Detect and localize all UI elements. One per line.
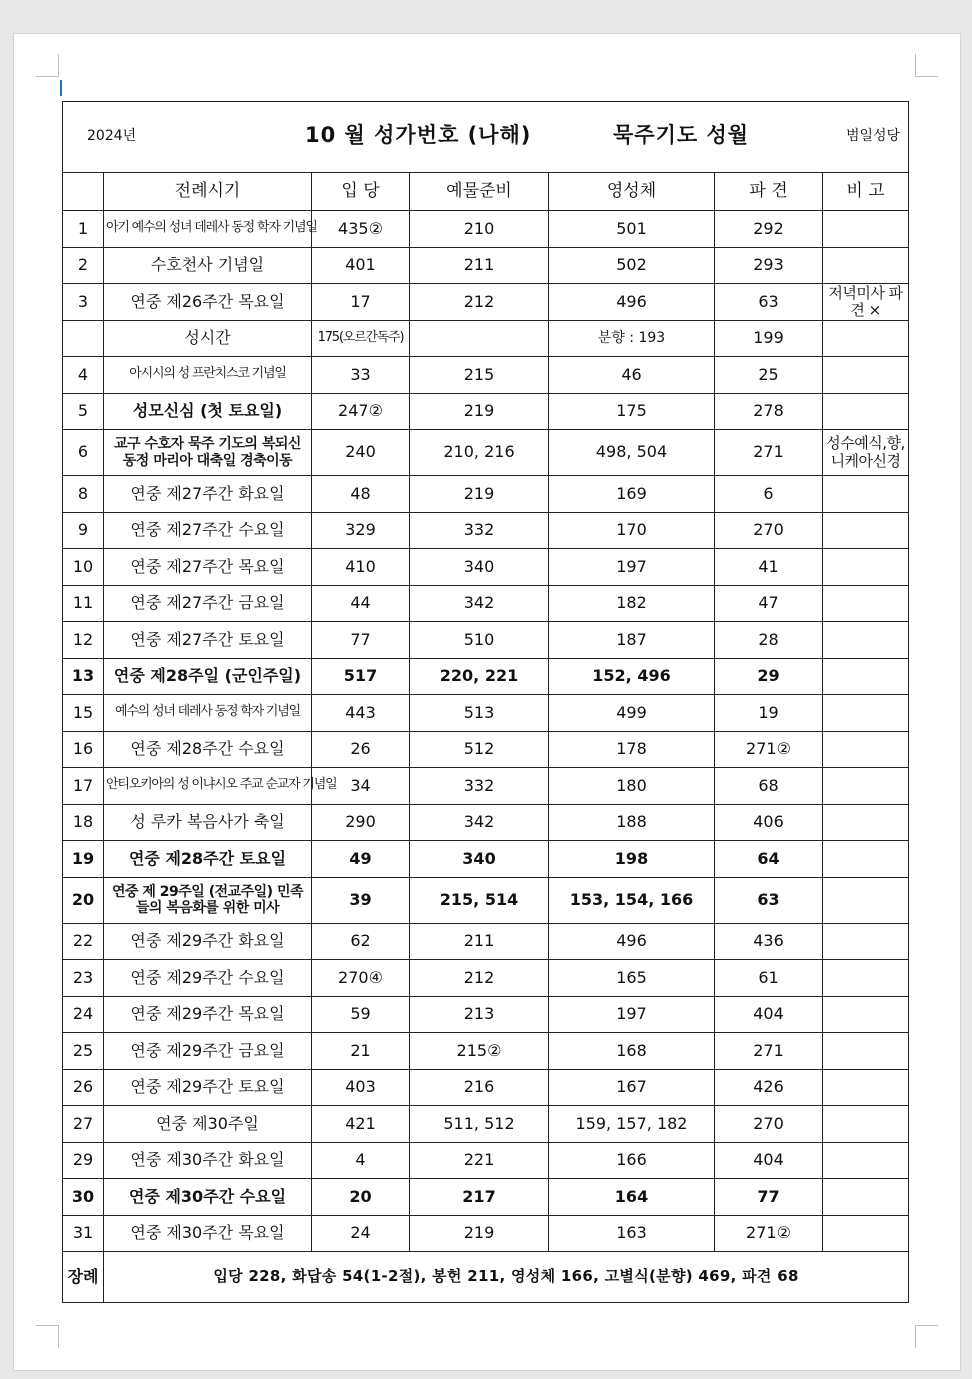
row-communion-hymn: 496 — [549, 923, 715, 960]
table-row — [63, 284, 909, 321]
row-offertory-hymn: 215, 514 — [410, 877, 549, 923]
row-dismissal-hymn: 404 — [715, 996, 823, 1033]
row-note: 저녁미사 파견 × — [823, 284, 909, 321]
row-communion-hymn: 187 — [549, 622, 715, 659]
row-dismissal-hymn: 19 — [715, 695, 823, 732]
table-row — [63, 549, 909, 586]
row-day: 19 — [63, 841, 104, 878]
row-note — [823, 1142, 909, 1179]
row-dismissal-hymn: 47 — [715, 585, 823, 622]
row-entrance-hymn: 26 — [312, 731, 410, 768]
row-offertory-hymn: 212 — [410, 960, 549, 997]
row-day: 25 — [63, 1033, 104, 1070]
year-label: 2024년 — [87, 128, 137, 144]
row-dismissal-hymn: 29 — [715, 658, 823, 695]
row-communion-hymn: 169 — [549, 476, 715, 513]
month-theme: 묵주기도 성월 — [613, 123, 750, 147]
column-header-entrance: 입 당 — [312, 173, 410, 211]
row-offertory-hymn: 217 — [410, 1179, 549, 1216]
row-liturgy: 연중 제30주일 — [104, 1106, 312, 1143]
row-day: 23 — [63, 960, 104, 997]
row-liturgy: 연중 제27주간 화요일 — [104, 476, 312, 513]
row-communion-hymn: 165 — [549, 960, 715, 997]
row-dismissal-hymn: 270 — [715, 512, 823, 549]
row-note — [823, 877, 909, 923]
table-row — [63, 841, 909, 878]
row-liturgy: 연중 제26주간 목요일 — [104, 284, 312, 321]
row-communion-hymn: 499 — [549, 695, 715, 732]
row-offertory-hymn: 210 — [410, 211, 549, 248]
table-row — [63, 622, 909, 659]
table-row — [63, 247, 909, 284]
row-day: 6 — [63, 430, 104, 476]
row-entrance-hymn: 77 — [312, 622, 410, 659]
row-communion-hymn: 152, 496 — [549, 658, 715, 695]
row-entrance-hymn: 240 — [312, 430, 410, 476]
row-communion-hymn: 180 — [549, 768, 715, 805]
row-communion-hymn: 168 — [549, 1033, 715, 1070]
row-dismissal-hymn: 426 — [715, 1069, 823, 1106]
row-day: 13 — [63, 658, 104, 695]
row-offertory-hymn — [410, 320, 549, 357]
row-entrance-hymn: 270④ — [312, 960, 410, 997]
row-day: 29 — [63, 1142, 104, 1179]
column-header-communion: 영성체 — [549, 173, 715, 211]
row-offertory-hymn: 219 — [410, 393, 549, 430]
row-dismissal-hymn: 68 — [715, 768, 823, 805]
row-day — [63, 320, 104, 357]
row-communion-hymn: 분향 : 193 — [549, 320, 715, 357]
row-entrance-hymn: 401 — [312, 247, 410, 284]
row-note — [823, 1106, 909, 1143]
row-day: 4 — [63, 357, 104, 394]
row-entrance-hymn: 21 — [312, 1033, 410, 1070]
row-note — [823, 1033, 909, 1070]
row-dismissal-hymn: 406 — [715, 804, 823, 841]
row-offertory-hymn: 211 — [410, 923, 549, 960]
row-note — [823, 393, 909, 430]
row-offertory-hymn: 215 — [410, 357, 549, 394]
row-offertory-hymn: 511, 512 — [410, 1106, 549, 1143]
row-dismissal-hymn: 6 — [715, 476, 823, 513]
row-dismissal-hymn: 271② — [715, 1215, 823, 1252]
row-dismissal-hymn: 63 — [715, 284, 823, 321]
row-dismissal-hymn: 404 — [715, 1142, 823, 1179]
row-entrance-hymn: 517 — [312, 658, 410, 695]
row-liturgy: 연중 제30주간 수요일 — [104, 1179, 312, 1216]
row-liturgy: 아시시의 성 프란치스코 기념일 — [104, 357, 312, 394]
row-entrance-hymn: 4 — [312, 1142, 410, 1179]
row-dismissal-hymn: 25 — [715, 357, 823, 394]
table-row — [63, 768, 909, 805]
row-day: 24 — [63, 996, 104, 1033]
row-liturgy: 연중 제29주간 화요일 — [104, 923, 312, 960]
row-day: 9 — [63, 512, 104, 549]
row-day: 10 — [63, 549, 104, 586]
row-liturgy: 연중 제28주간 토요일 — [104, 841, 312, 878]
row-liturgy: 연중 제28주간 수요일 — [104, 731, 312, 768]
row-day: 15 — [63, 695, 104, 732]
row-note — [823, 549, 909, 586]
row-liturgy: 연중 제27주간 목요일 — [104, 549, 312, 586]
row-liturgy: 연중 제30주간 목요일 — [104, 1215, 312, 1252]
table-row — [63, 1106, 909, 1143]
row-communion-hymn: 197 — [549, 996, 715, 1033]
row-entrance-hymn: 33 — [312, 357, 410, 394]
row-entrance-hymn: 403 — [312, 1069, 410, 1106]
row-communion-hymn: 197 — [549, 549, 715, 586]
table-row — [63, 804, 909, 841]
row-offertory-hymn: 332 — [410, 768, 549, 805]
row-liturgy: 연중 제28주일 (군인주일) — [104, 658, 312, 695]
table-row — [63, 211, 909, 248]
row-dismissal-hymn: 271 — [715, 1033, 823, 1070]
table-row — [63, 512, 909, 549]
row-day: 5 — [63, 393, 104, 430]
row-dismissal-hymn: 271② — [715, 731, 823, 768]
row-day: 8 — [63, 476, 104, 513]
row-communion-hymn: 153, 154, 166 — [549, 877, 715, 923]
row-note — [823, 476, 909, 513]
row-note — [823, 658, 909, 695]
table-row — [63, 695, 909, 732]
table-row — [63, 476, 909, 513]
row-offertory-hymn: 216 — [410, 1069, 549, 1106]
row-liturgy: 성 루카 복음사가 축일 — [104, 804, 312, 841]
table-row — [63, 1142, 909, 1179]
row-communion-hymn: 159, 157, 182 — [549, 1106, 715, 1143]
row-offertory-hymn: 210, 216 — [410, 430, 549, 476]
column-header-offertory: 예물준비 — [410, 173, 549, 211]
row-day: 12 — [63, 622, 104, 659]
row-offertory-hymn: 512 — [410, 731, 549, 768]
row-note — [823, 841, 909, 878]
row-entrance-hymn: 175(오르간독주) — [312, 320, 410, 357]
row-entrance-hymn: 20 — [312, 1179, 410, 1216]
row-dismissal-hymn: 28 — [715, 622, 823, 659]
row-entrance-hymn: 44 — [312, 585, 410, 622]
row-note — [823, 622, 909, 659]
table-row — [63, 393, 909, 430]
row-liturgy: 성시간 — [104, 320, 312, 357]
row-day: 20 — [63, 877, 104, 923]
column-header-day — [63, 173, 104, 211]
row-liturgy: 교구 수호자 묵주 기도의 복되신 동정 마리아 대축일 경축이동 — [104, 430, 312, 476]
row-liturgy: 연중 제29주간 목요일 — [104, 996, 312, 1033]
row-liturgy: 성모신심 (첫 토요일) — [104, 393, 312, 430]
row-offertory-hymn: 219 — [410, 476, 549, 513]
table-row — [63, 585, 909, 622]
row-offertory-hymn: 219 — [410, 1215, 549, 1252]
page-title: 10 월 성가번호 (나해) — [305, 123, 532, 147]
row-dismissal-hymn: 436 — [715, 923, 823, 960]
row-note — [823, 960, 909, 997]
row-communion-hymn: 501 — [549, 211, 715, 248]
funeral-row — [63, 1252, 909, 1303]
row-offertory-hymn: 221 — [410, 1142, 549, 1179]
row-liturgy: 연중 제29주간 토요일 — [104, 1069, 312, 1106]
row-communion-hymn: 46 — [549, 357, 715, 394]
corner-mark — [915, 54, 938, 77]
row-communion-hymn: 498, 504 — [549, 430, 715, 476]
row-communion-hymn: 502 — [549, 247, 715, 284]
row-dismissal-hymn: 63 — [715, 877, 823, 923]
table-row — [63, 877, 909, 923]
table-row — [63, 960, 909, 997]
row-liturgy: 연중 제27주간 금요일 — [104, 585, 312, 622]
row-offertory-hymn: 513 — [410, 695, 549, 732]
row-liturgy: 연중 제29주간 금요일 — [104, 1033, 312, 1070]
row-note — [823, 211, 909, 248]
row-entrance-hymn: 290 — [312, 804, 410, 841]
row-entrance-hymn: 39 — [312, 877, 410, 923]
row-day: 11 — [63, 585, 104, 622]
column-header-dismissal: 파 견 — [715, 173, 823, 211]
row-dismissal-hymn: 278 — [715, 393, 823, 430]
row-offertory-hymn: 342 — [410, 585, 549, 622]
row-liturgy: 아기 예수의 성녀 데레사 동정 학자 기념일 — [104, 211, 312, 248]
row-entrance-hymn: 49 — [312, 841, 410, 878]
row-dismissal-hymn: 292 — [715, 211, 823, 248]
row-note — [823, 585, 909, 622]
row-entrance-hymn: 329 — [312, 512, 410, 549]
row-dismissal-hymn: 293 — [715, 247, 823, 284]
row-offertory-hymn: 510 — [410, 622, 549, 659]
table-row — [63, 1033, 909, 1070]
row-communion-hymn: 164 — [549, 1179, 715, 1216]
text-cursor — [60, 80, 62, 96]
row-note — [823, 804, 909, 841]
row-liturgy: 안티오키아의 성 이냐시오 주교 순교자 기념일 — [104, 768, 312, 805]
table-row — [63, 1179, 909, 1216]
table-row — [63, 731, 909, 768]
row-entrance-hymn: 443 — [312, 695, 410, 732]
row-note — [823, 357, 909, 394]
row-note — [823, 1179, 909, 1216]
row-liturgy: 수호천사 기념일 — [104, 247, 312, 284]
row-liturgy: 연중 제27주간 토요일 — [104, 622, 312, 659]
document-page — [13, 33, 961, 1371]
row-entrance-hymn: 62 — [312, 923, 410, 960]
corner-mark — [915, 1325, 938, 1348]
column-header-liturgy: 전례시기 — [104, 173, 312, 211]
row-offertory-hymn: 342 — [410, 804, 549, 841]
row-note — [823, 731, 909, 768]
row-note — [823, 320, 909, 357]
row-day: 1 — [63, 211, 104, 248]
row-communion-hymn: 166 — [549, 1142, 715, 1179]
row-communion-hymn: 178 — [549, 731, 715, 768]
row-day: 30 — [63, 1179, 104, 1216]
row-offertory-hymn: 332 — [410, 512, 549, 549]
row-liturgy: 연중 제 29주일 (전교주일) 민족들의 복음화를 위한 미사 — [104, 877, 312, 923]
row-entrance-hymn: 247② — [312, 393, 410, 430]
table-row — [63, 996, 909, 1033]
row-entrance-hymn: 435② — [312, 211, 410, 248]
hymn-schedule-table — [62, 101, 909, 1303]
row-communion-hymn: 188 — [549, 804, 715, 841]
corner-mark — [36, 1325, 59, 1348]
row-entrance-hymn: 59 — [312, 996, 410, 1033]
funeral-label: 장례 — [63, 1252, 104, 1303]
row-dismissal-hymn: 199 — [715, 320, 823, 357]
row-entrance-hymn: 421 — [312, 1106, 410, 1143]
row-note — [823, 768, 909, 805]
row-dismissal-hymn: 77 — [715, 1179, 823, 1216]
row-day: 2 — [63, 247, 104, 284]
corner-mark — [36, 54, 59, 77]
table-row — [63, 430, 909, 476]
row-liturgy: 연중 제29주간 수요일 — [104, 960, 312, 997]
parish-name: 범일성당 — [845, 128, 901, 144]
row-entrance-hymn: 34 — [312, 768, 410, 805]
funeral-hymns: 입당 228, 화답송 54(1-2절), 봉헌 211, 영성체 166, 고별식(분향) 469, 파견 68 — [104, 1252, 909, 1303]
row-day: 31 — [63, 1215, 104, 1252]
column-header-note: 비 고 — [823, 173, 909, 211]
title-cell — [63, 102, 909, 173]
row-communion-hymn: 163 — [549, 1215, 715, 1252]
row-entrance-hymn: 24 — [312, 1215, 410, 1252]
row-note — [823, 695, 909, 732]
table-row — [63, 320, 909, 357]
row-dismissal-hymn: 64 — [715, 841, 823, 878]
row-note — [823, 923, 909, 960]
table-row — [63, 1069, 909, 1106]
row-liturgy: 연중 제27주간 수요일 — [104, 512, 312, 549]
row-note — [823, 996, 909, 1033]
row-day: 3 — [63, 284, 104, 321]
row-dismissal-hymn: 271 — [715, 430, 823, 476]
row-offertory-hymn: 340 — [410, 549, 549, 586]
table-row — [63, 923, 909, 960]
row-day: 26 — [63, 1069, 104, 1106]
row-note — [823, 247, 909, 284]
row-entrance-hymn: 17 — [312, 284, 410, 321]
row-entrance-hymn: 48 — [312, 476, 410, 513]
table-row — [63, 357, 909, 394]
row-note — [823, 512, 909, 549]
row-day: 16 — [63, 731, 104, 768]
row-day: 17 — [63, 768, 104, 805]
table-row — [63, 1215, 909, 1252]
row-entrance-hymn: 410 — [312, 549, 410, 586]
row-communion-hymn: 182 — [549, 585, 715, 622]
row-offertory-hymn: 215② — [410, 1033, 549, 1070]
row-communion-hymn: 496 — [549, 284, 715, 321]
row-day: 27 — [63, 1106, 104, 1143]
row-communion-hymn: 170 — [549, 512, 715, 549]
column-header-row — [63, 173, 909, 211]
row-dismissal-hymn: 61 — [715, 960, 823, 997]
row-offertory-hymn: 212 — [410, 284, 549, 321]
row-note — [823, 1215, 909, 1252]
row-offertory-hymn: 213 — [410, 996, 549, 1033]
row-liturgy: 예수의 성녀 데레사 동정 학자 기념일 — [104, 695, 312, 732]
row-offertory-hymn: 211 — [410, 247, 549, 284]
row-communion-hymn: 198 — [549, 841, 715, 878]
row-offertory-hymn: 220, 221 — [410, 658, 549, 695]
row-dismissal-hymn: 270 — [715, 1106, 823, 1143]
row-dismissal-hymn: 41 — [715, 549, 823, 586]
row-note: 성수예식,향, 니케아신경 — [823, 430, 909, 476]
row-day: 18 — [63, 804, 104, 841]
table-row — [63, 658, 909, 695]
row-communion-hymn: 175 — [549, 393, 715, 430]
row-liturgy: 연중 제30주간 화요일 — [104, 1142, 312, 1179]
row-note — [823, 1069, 909, 1106]
row-communion-hymn: 167 — [549, 1069, 715, 1106]
row-offertory-hymn: 340 — [410, 841, 549, 878]
row-day: 22 — [63, 923, 104, 960]
